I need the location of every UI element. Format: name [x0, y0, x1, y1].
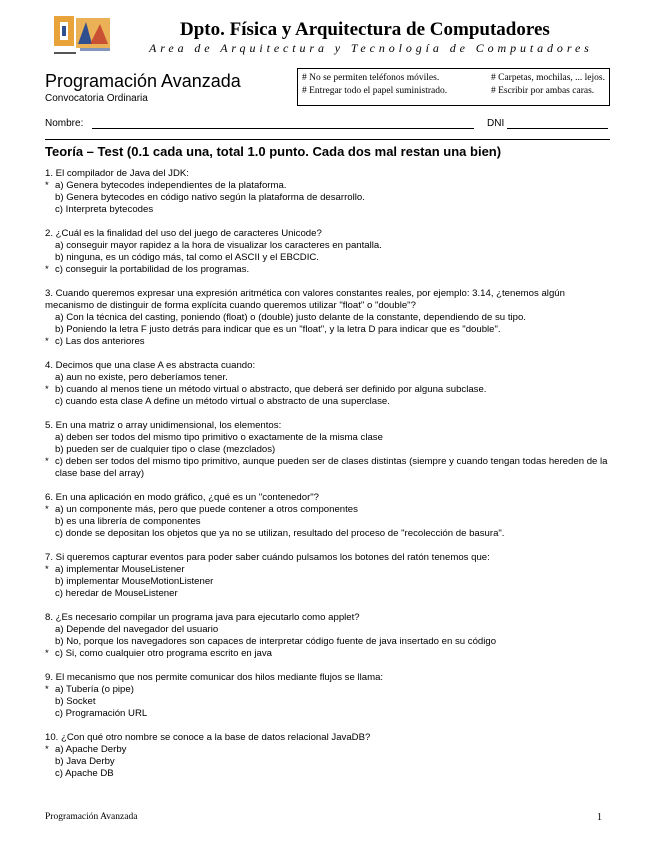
- rule-note: # No se permiten teléfonos móviles.: [302, 73, 440, 83]
- answer-text: a) implementar MouseListener: [55, 564, 185, 575]
- exam-call: Convocatoria Ordinaria: [45, 93, 148, 104]
- answer-text: b) Java Derby: [55, 756, 115, 767]
- question-text: 1. El compilador de Java del JDK:: [45, 168, 189, 179]
- answer-text: b) No, porque los navegadores son capaces de interpretar código fuente de java insertado en su código: [55, 636, 497, 647]
- answer-text: b) Genera bytecodes en código nativo según la plataforma de desarrollo.: [55, 192, 365, 203]
- correct-answer-marker: *: [45, 264, 49, 275]
- answer-text: a) Genera bytecodes independientes de la plataforma.: [55, 180, 287, 191]
- question-text: 2. ¿Cuál es la finalidad del uso del juego de caracteres Unicode?: [45, 228, 322, 239]
- rule-note: # Escribir por ambas caras.: [491, 86, 595, 96]
- correct-answer-marker: *: [45, 180, 49, 191]
- answer-option: [45, 336, 615, 348]
- department-subtitle: Area de Arquitectura y Tecnología de Computadores: [149, 41, 593, 55]
- dni-label: DNI: [487, 118, 505, 129]
- answer-option: [45, 564, 615, 576]
- answer-option: [45, 444, 615, 456]
- answer-option: [45, 624, 615, 636]
- answer-text: b) ninguna, es un código más, tal como el ASCII y el EBCDIC.: [55, 252, 319, 263]
- question-text: 5. En una matriz o array unidimensional, los elementos:: [45, 420, 282, 431]
- department-title: Dpto. Física y Arquitectura de Computadores: [180, 19, 550, 40]
- correct-answer-marker: *: [45, 564, 49, 575]
- answer-text: b) Socket: [55, 696, 96, 707]
- correct-answer-marker: *: [45, 744, 49, 755]
- test-section-title: Teoría – Test (0.1 cada una, total 1.0 punto. Cada dos mal restan una bien): [45, 144, 502, 159]
- answer-option: [45, 384, 615, 396]
- answer-text: b) Poniendo la letra F justo detrás para indicar que es un "float", y la letra D para indicar que es "double".: [55, 324, 501, 335]
- answer-text: a) Con la técnica del casting, poniendo (float) o (double) justo delante de la constante, dependiendo de su tipo.: [55, 312, 526, 323]
- answer-text: a) Depende del navegador del usuario: [55, 624, 219, 635]
- university-logo: [52, 14, 118, 58]
- correct-answer-marker: *: [45, 504, 49, 515]
- answer-option: [45, 252, 615, 264]
- question-text: 6. En una aplicación en modo gráfico, ¿qué es un "contenedor"?: [45, 492, 320, 503]
- answer-option: [45, 696, 615, 708]
- answer-option: [45, 636, 615, 648]
- answer-option: [45, 396, 615, 408]
- answer-text: c) heredar de MouseListener: [55, 588, 178, 599]
- answer-text: c) Apache DB: [55, 768, 114, 779]
- question-item: [45, 420, 615, 480]
- page-number: 1: [597, 812, 602, 823]
- name-field-line[interactable]: [92, 128, 474, 129]
- dni-field-line[interactable]: [507, 128, 608, 129]
- answer-text: a) deben ser todos del mismo tipo primitivo o exactamente de la misma clase: [55, 432, 383, 443]
- footer-course: Programación Avanzada: [45, 812, 138, 822]
- question-item: [45, 168, 615, 216]
- question-item: [45, 288, 615, 348]
- answer-text: c) donde se depositan los objetos que ya no se utilizan, resultado del proceso de "recolección de basura".: [55, 528, 505, 539]
- question-item: [45, 612, 615, 660]
- question-list: [45, 168, 615, 792]
- answer-option: [45, 588, 615, 600]
- question-text: 8. ¿Es necesario compilar un programa java para ejecutarlo como applet?: [45, 612, 360, 623]
- correct-answer-marker: *: [45, 684, 49, 695]
- rule-note: # Carpetas, mochilas, ... lejos.: [491, 73, 605, 83]
- answer-text: a) un componente más, pero que puede contener a otros componentes: [55, 504, 358, 515]
- answer-option: [45, 684, 615, 696]
- rule-note: # Entregar todo el papel suministrado.: [302, 86, 448, 96]
- answer-option: [45, 528, 615, 540]
- answer-option: [45, 192, 615, 204]
- answer-text: c) conseguir la portabilidad de los programas.: [55, 264, 250, 275]
- answer-option: [45, 432, 615, 444]
- question-text: 9. El mecanismo que nos permite comunicar dos hilos mediante flujos se llama:: [45, 672, 384, 683]
- correct-answer-marker: *: [45, 336, 49, 347]
- question-item: [45, 492, 615, 540]
- exam-rules-box: [297, 68, 610, 106]
- answer-text: a) conseguir mayor rapidez a la hora de visualizar los caracteres en pantalla.: [55, 240, 382, 251]
- answer-option: [45, 180, 615, 192]
- answer-option: [45, 768, 615, 780]
- question-text: 10. ¿Con qué otro nombre se conoce a la base de datos relacional JavaDB?: [45, 732, 371, 743]
- question-text: 3. Cuando queremos expresar una expresión aritmética con valores constantes reales, por ejemplo: 3.14, ¿tenemos algún mecanismo de distinguir de forma explícita cuando queremos utilizar "float" o "double"?: [45, 288, 565, 311]
- question-item: [45, 552, 615, 600]
- name-label: Nombre:: [45, 118, 84, 129]
- answer-option: [45, 648, 615, 660]
- correct-answer-marker: *: [45, 456, 49, 467]
- answer-option: [45, 312, 615, 324]
- answer-text: c) cuando esta clase A define un método virtual o abstracto de una superclase.: [55, 396, 390, 407]
- answer-option: [45, 240, 615, 252]
- answer-text: a) aun no existe, pero deberíamos tener.: [55, 372, 228, 383]
- question-item: [45, 732, 615, 780]
- answer-option: [45, 744, 615, 756]
- correct-answer-marker: *: [45, 648, 49, 659]
- answer-text: c) Las dos anteriores: [55, 336, 145, 347]
- answer-text: a) Tubería (o pipe): [55, 684, 134, 695]
- answer-text: c) Interpreta bytecodes: [55, 204, 154, 215]
- answer-text: b) implementar MouseMotionListener: [55, 576, 214, 587]
- answer-option: [45, 456, 615, 480]
- answer-option: [45, 324, 615, 336]
- question-item: [45, 360, 615, 408]
- answer-option: [45, 264, 615, 276]
- answer-text: b) es una librería de componentes: [55, 516, 201, 527]
- answer-option: [45, 516, 615, 528]
- answer-text: a) Apache Derby: [55, 744, 127, 755]
- section-divider: [45, 139, 610, 140]
- answer-text: b) cuando al menos tiene un método virtual o abstracto, que deberá ser definido por alguna subclase.: [55, 384, 487, 395]
- answer-option: [45, 372, 615, 384]
- answer-text: c) Si, como cualquier otro programa escrito en java: [55, 648, 273, 659]
- answer-option: [45, 504, 615, 516]
- answer-text: c) Programación URL: [55, 708, 148, 719]
- answer-option: [45, 708, 615, 720]
- question-item: [45, 672, 615, 720]
- course-title: Programación Avanzada: [45, 71, 241, 91]
- correct-answer-marker: *: [45, 384, 49, 395]
- answer-text: b) pueden ser de cualquier tipo o clase (mezclados): [55, 444, 276, 455]
- question-text: 7. Si queremos capturar eventos para poder saber cuándo pulsamos los botones del ratón tenemos que:: [45, 552, 490, 563]
- answer-text: c) deben ser todos del mismo tipo primitivo, aunque pueden ser de clases distintas (siempre y cuando tengan todas hereden de la clase base del array): [55, 456, 608, 479]
- question-item: [45, 228, 615, 276]
- answer-option: [45, 204, 615, 216]
- answer-option: [45, 756, 615, 768]
- question-text: 4. Decimos que una clase A es abstracta cuando:: [45, 360, 256, 371]
- answer-option: [45, 576, 615, 588]
